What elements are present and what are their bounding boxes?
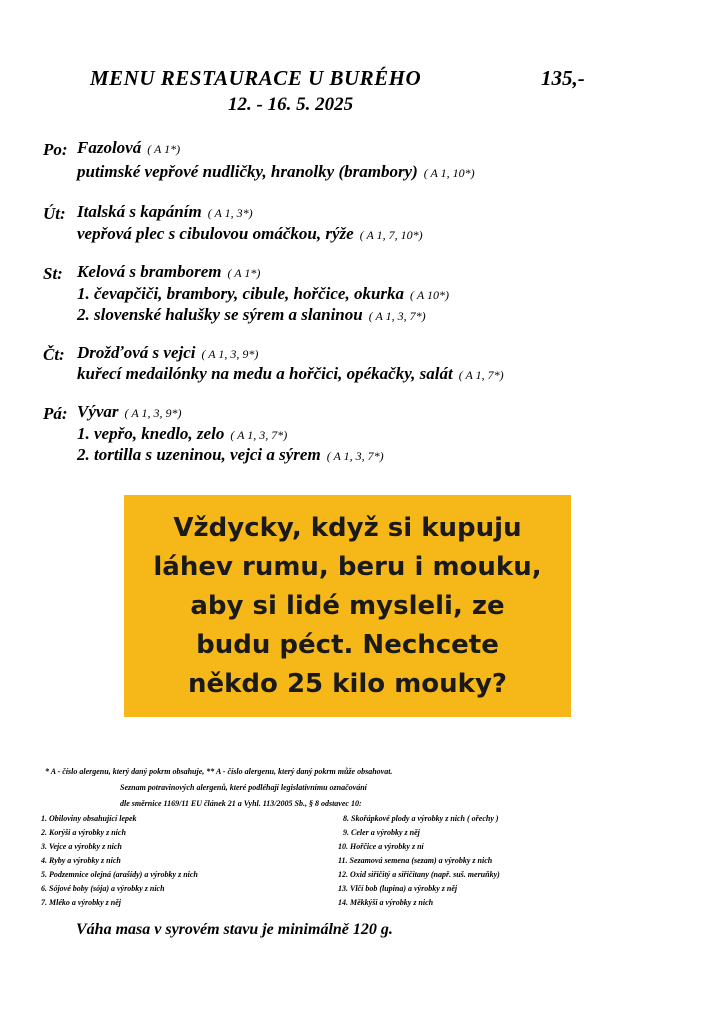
dish-name: Kelová s bramborem xyxy=(77,262,222,281)
dish-name: Italská s kapáním xyxy=(77,202,202,221)
main-dish-line xyxy=(77,284,449,304)
day-label: Čt: xyxy=(43,345,65,364)
allergen-codes: ( A 1, 3, 7*) xyxy=(230,428,288,442)
dish-name: putimské vepřové nudličky, hranolky (brambory) xyxy=(77,162,418,181)
banner-line: budu péct. Nechcete xyxy=(196,629,499,660)
main-dish-line xyxy=(77,305,426,325)
allergen-legend-item: 1. Obiloviny obsahující lepek xyxy=(41,814,137,823)
day-label: St: xyxy=(43,264,63,283)
soup-line xyxy=(77,202,253,222)
joke-banner xyxy=(124,495,571,717)
allergen-legend-item: 7. Mléko a výrobky z něj xyxy=(41,898,121,907)
banner-line: někdo 25 kilo mouky? xyxy=(187,668,507,699)
soup-line xyxy=(77,138,180,158)
allergen-legend-item: 3. Vejce a výrobky z nich xyxy=(41,842,122,851)
day-label: Po: xyxy=(43,140,68,159)
allergen-legend-item: 5. Podzemnice olejná (arašídy) a výrobky z nich xyxy=(41,870,198,879)
allergen-codes: ( A 1, 7*) xyxy=(458,368,504,382)
main-dish-line xyxy=(77,424,287,444)
allergen-legend-item: 9. Celer a výrobky z něj xyxy=(343,828,420,837)
banner-line: láhev rumu, beru i mouku, xyxy=(153,551,542,582)
dish-name: Fazolová xyxy=(77,138,142,157)
allergen-codes: ( A 1*) xyxy=(147,142,181,156)
dish-name: 1. čevapčiči, brambory, cibule, hořčice, okurka xyxy=(77,284,405,303)
menu-price: 135,- xyxy=(541,66,585,90)
day-label: Út: xyxy=(43,204,66,223)
allergen-codes: ( A 10*) xyxy=(410,288,449,302)
allergen-legend-item: 13. Vlčí bob (lupina) a výrobky z něj xyxy=(338,884,458,893)
allergen-codes: ( A 1, 3, 7*) xyxy=(368,309,426,323)
allergen-codes: ( A 1, 10*) xyxy=(423,166,475,180)
dish-name: 2. tortilla s uzeninou, vejci a sýrem xyxy=(77,445,321,464)
soup-line xyxy=(77,343,258,363)
main-dish-line xyxy=(77,224,423,244)
allergen-codes: ( A 1, 7, 10*) xyxy=(359,228,423,242)
allergen-codes: ( A 1, 3*) xyxy=(207,206,253,220)
dish-name: kuřecí medailónky na medu a hořčici, opékačky, salát xyxy=(77,364,453,383)
menu-dates: 12. - 16. 5. 2025 xyxy=(228,94,354,115)
allergen-regulation: dle směrnice 1169/11 EU článek 21 a Vyhl. 113/2005 Sb., § 8 odstavec 10: xyxy=(120,799,362,808)
allergen-codes: ( A 1, 3, 9*) xyxy=(124,406,182,420)
allergen-legend-item: 2. Korýši a výrobky z nich xyxy=(41,828,126,837)
allergen-codes: ( A 1, 3, 9*) xyxy=(201,347,259,361)
allergen-legend-item: 10. Hořčice a výrobky z ní xyxy=(338,842,424,851)
allergen-codes: ( A 1, 3, 7*) xyxy=(326,449,384,463)
main-dish-line xyxy=(77,162,475,182)
menu-title: MENU RESTAURACE U BURÉHO xyxy=(90,66,422,90)
allergen-codes: ( A 1*) xyxy=(227,266,261,280)
main-dish-line xyxy=(77,364,504,384)
allergen-legend-item: 6. Sójové boby (sója) a výrobky z nich xyxy=(41,884,165,893)
dish-name: vepřová plec s cibulovou omáčkou, rýže xyxy=(77,224,354,243)
allergen-list-heading: Seznam potravinových alergenů, které podléhají legislativnímu označování xyxy=(120,783,367,792)
main-dish-line xyxy=(77,445,384,465)
allergen-legend-item: 4. Ryby a výrobky z nich xyxy=(41,856,121,865)
allergen-legend-item: 11. Sezamová semena (sezam) a výrobky z nich xyxy=(338,856,493,865)
allergen-footnote: * A - číslo alergenu, který daný pokrm obsahuje, ** A - číslo alergenu, který daný pokrm může obsahovat. xyxy=(45,767,393,776)
allergen-legend-item: 14. Měkkýši a výrobky z nich xyxy=(338,898,434,907)
meat-weight-note: Váha masa v syrovém stavu je minimálně 120 g. xyxy=(76,921,393,938)
soup-line xyxy=(77,402,181,422)
dish-name: 1. vepřo, knedlo, zelo xyxy=(77,424,225,443)
dish-name: 2. slovenské halušky se sýrem a slaninou xyxy=(77,305,363,324)
soup-line xyxy=(77,262,260,282)
day-label: Pá: xyxy=(43,404,68,423)
banner-line: Vždycky, když si kupuju xyxy=(173,512,522,543)
allergen-legend-item: 12. Oxid siřičitý a siřičitany (např. suš. meruňky) xyxy=(338,870,500,879)
dish-name: Drožďová s vejci xyxy=(77,343,196,362)
allergen-legend-item: 8. Skořápkové plody a výrobky z nich ( ořechy ) xyxy=(343,814,499,823)
dish-name: Vývar xyxy=(77,402,119,421)
banner-line: aby si lidé mysleli, ze xyxy=(190,590,505,621)
